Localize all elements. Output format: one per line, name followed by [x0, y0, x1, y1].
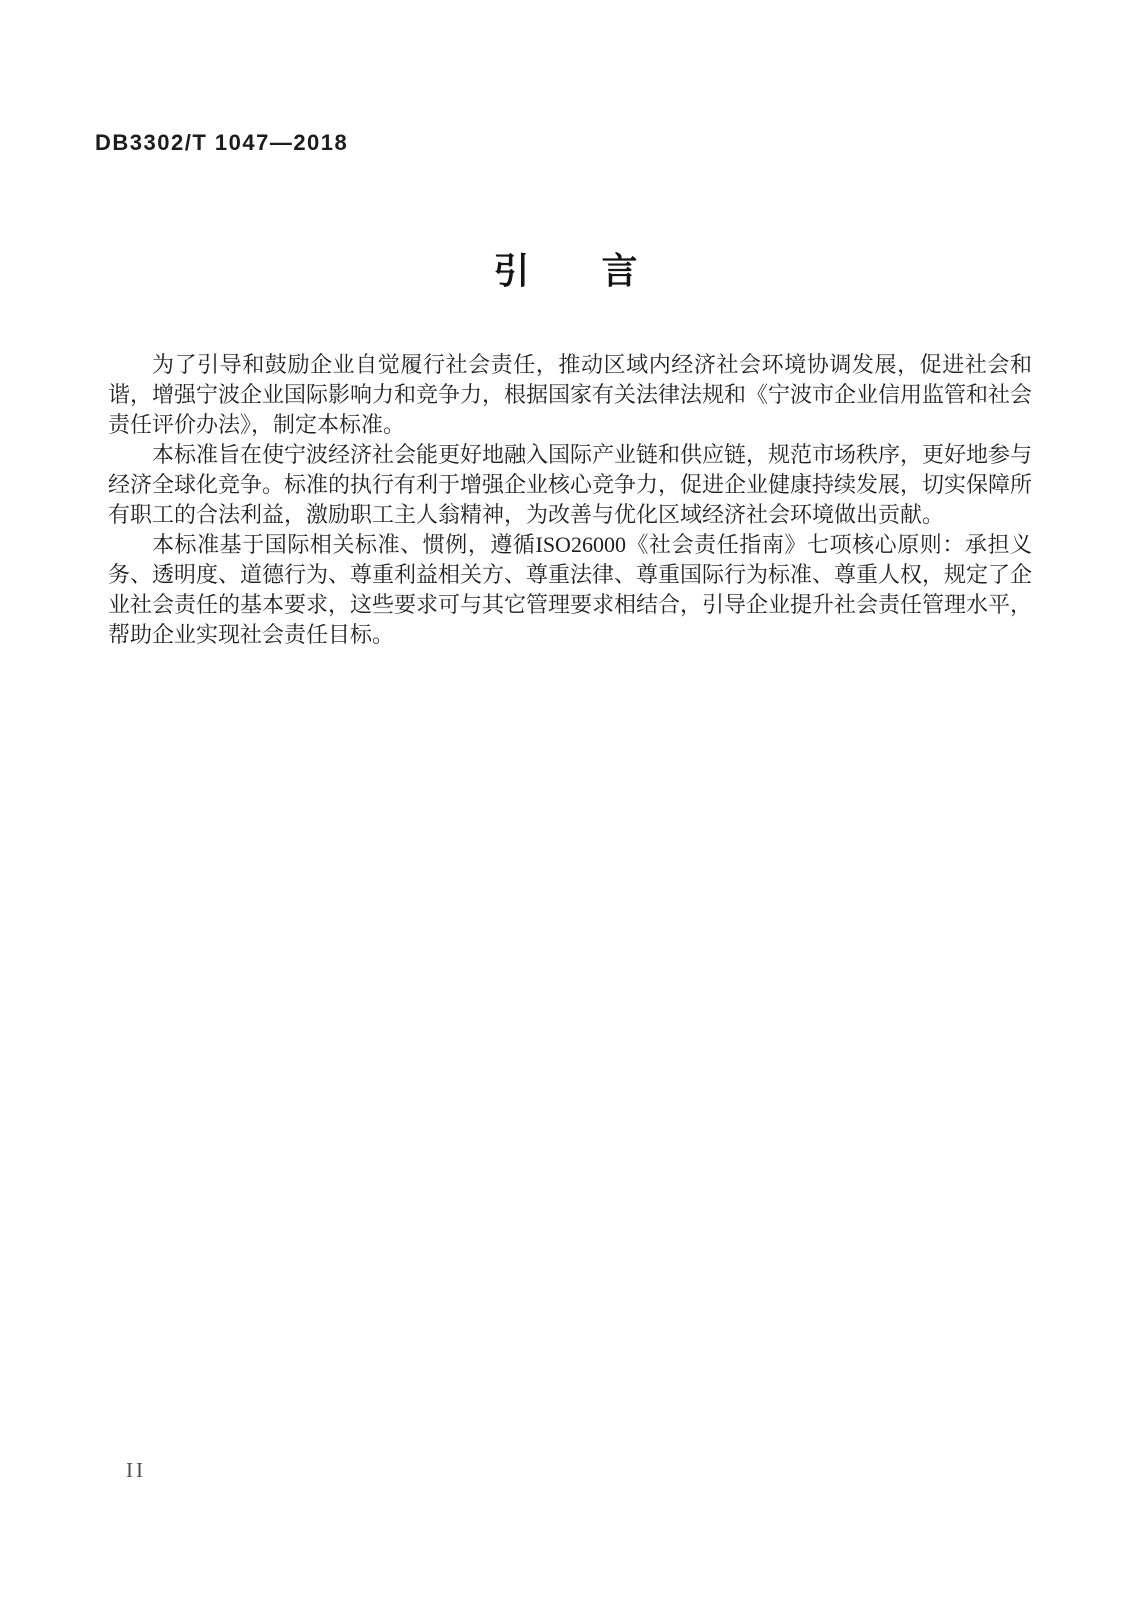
doc-title: 引 言 [493, 250, 638, 291]
intro-paragraph-1: 为了引导和鼓励企业自觉履行社会责任，推动区域内经济社会环境协调发展，促进社会和谐，增强宁波企业国际影响力和竞争力，根据国家有关法律法规和《宁波市企业信用监管和社会责任评价办法》，制定本标准。 [108, 352, 1033, 437]
intro-body [108, 350, 1032, 650]
intro-paragraph-2: 本标准旨在使宁波经济社会能更好地融入国际产业链和供应链，规范市场秩序，更好地参与经济全球化竞争。标准的执行有利于增强企业核心竞争力，促进企业健康持续发展，切实保障所有职工的合法利益，激励职工主人翁精神，为改善与优化区域经济社会环境做出贡献。 [108, 442, 1033, 527]
intro-paragraph-3: 本标准基于国际相关标准、惯例，遵循ISO26000《社会责任指南》七项核心原则：承担义务、透明度、道德行为、尊重利益相关方、尊重法律、尊重国际行为标准、尊重人权，规定了企业社会责任的基本要求，这些要求可与其它管理要求相结合，引导企业提升社会责任管理水平，帮助企业实现社会责任目标。 [108, 532, 1033, 647]
doc-number: DB3302/T 1047—2018 [95, 130, 349, 155]
page-number: II [126, 1458, 146, 1482]
